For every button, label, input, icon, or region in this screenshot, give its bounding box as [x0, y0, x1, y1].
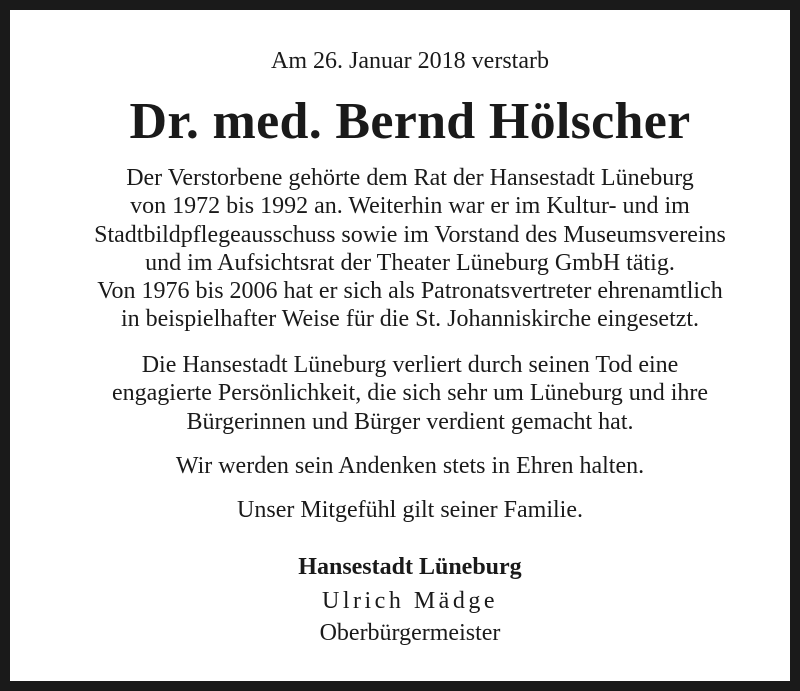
signature-title: Oberbürgermeister	[319, 620, 501, 646]
intro-line: Am 26. Januar 2018 verstarb	[271, 48, 549, 74]
text-line: Der Verstorbene gehörte dem Rat der Hansestadt Lüneburg	[126, 165, 694, 191]
signature-organization: Hansestadt Lüneburg	[298, 554, 522, 580]
text-line: von 1972 bis 1992 an. Weiterhin war er im Kultur- und im	[130, 193, 690, 220]
paragraph-biography	[20, 164, 800, 334]
deceased-name: Dr. med. Bernd Hölscher	[129, 93, 691, 150]
paragraph-condolence	[20, 496, 800, 524]
text-line: Unser Mitgefühl gilt seiner Familie.	[237, 497, 583, 523]
signature-person: Ulrich Mädge	[322, 588, 498, 614]
text-line: Die Hansestadt Lüneburg verliert durch seinen Tod eine	[141, 352, 679, 378]
text-line: Wir werden sein Andenken stets in Ehren halten.	[175, 453, 645, 479]
text-line: und im Aufsichtsrat der Theater Lüneburg GmbH tätig.	[145, 249, 675, 276]
text-line: in beispielhafter Weise für die St. Johanniskirche eingesetzt.	[120, 306, 700, 333]
paragraph-tribute	[20, 351, 800, 436]
text-line: engagierte Persönlichkeit, die sich sehr um Lüneburg und ihre	[111, 380, 709, 407]
text-line: Bürgerinnen und Bürger verdient gemacht hat.	[186, 408, 634, 435]
text-line: Stadtbildpflegeausschuss sowie im Vorstand des Museumsvereins	[94, 221, 726, 248]
text-line: Von 1976 bis 2006 hat er sich als Patronatsvertreter ehrenamtlich	[97, 278, 723, 305]
paragraph-remembrance	[20, 452, 800, 480]
